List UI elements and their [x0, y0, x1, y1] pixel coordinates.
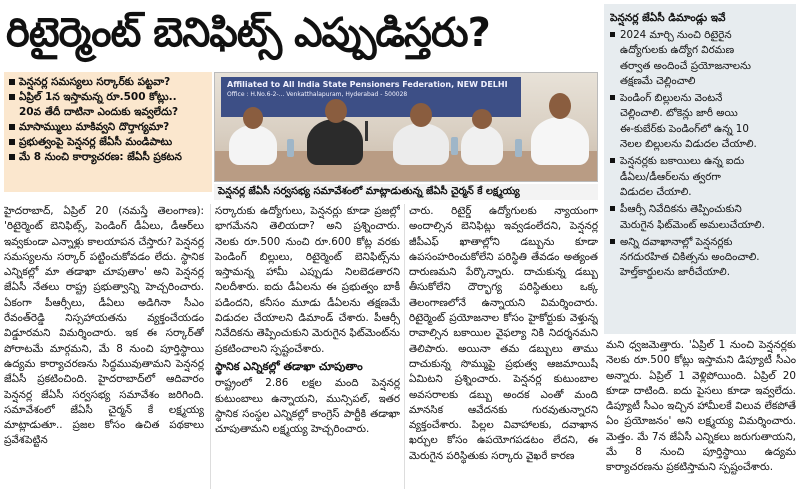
demand-line: ఉద్యోగులకు ఉద్యోగ విరమణ [620, 44, 735, 57]
demands-list [610, 28, 790, 281]
demand-line: అన్ని దవాఖానాల్లో పెన్షనర్లకు [620, 235, 733, 248]
demand-line: నెలల బిల్లులను విడుదల చేయాలి. [620, 138, 757, 151]
water-bottle [515, 139, 522, 157]
highlights-box [4, 72, 212, 192]
paragraph: చారు. రిటైర్డ్ ఉద్యోగులకు న్యాయంగా అందాల్సిన బెనిఫిట్లు ఇవ్వడంలేదని, పెన్షనర్ల జీపీఎఫ్ ఖాతాల్లోని డబ్బును కూడా ఉపసంహరించుకోలేని పరిస్థితి తేవడం అత్యంత దారుణమని పేర్కొన్నారు. దాచుకున్న డబ్బు తీసుకోలేని దౌర్భాగ్య పరిస్థితులు ఒక్క తెలంగాణలోనే ఉన్నాయని విమర్శించారు. రిటైర్మెంట్ ప్రయోజనాల కోసం హైకోర్టుకు వెళ్తున్న రావాల్సిన బకాయిల వైఫల్యా నికి నిదర్శనమని తెలిపారు. అయినా తమ డబ్బులు తాము దాచుకున్న సొమ్ముపై ప్రభుత్వ ఆజమాయిషీ ఏమిటని ప్రశ్నించారు. పెన్షనర్ల కుటుంబాల అవసరాలకు డబ్బు అందక ఎంతో మంది మానసిక ఆవేదనకు గురవుతున్నారని వ్యక్తంచేశారు. పిల్లల వివాహాలకు, దవాఖాన ఖర్చుల కోసం ఉపయోగపడటం లేదని, ఈ మెరుగైన పరిస్థితుకు సర్కారు వైఖరే కారణ [409, 205, 598, 462]
demand-line: పెన్షనర్లకు బకాయిలు ఉన్న ఐదు [620, 155, 745, 168]
demand-item [610, 28, 790, 89]
banner-subtext: Office : H.No.6-2-... Venkatthalapuram, Hyderabad - 500028 [227, 91, 408, 98]
article-body [4, 204, 598, 489]
person-head [243, 107, 263, 129]
demand-line: నగదురహిత చికిత్సను అందించాలి. [620, 251, 760, 264]
article-column-1 [4, 204, 204, 489]
demand-line: తర్వాత అందించే ప్రయోజనాలను [620, 59, 751, 72]
microphone [365, 121, 368, 141]
subheading: స్థానిక ఎన్నికల్లో తడాఖా చూపుతాం [215, 359, 363, 373]
demand-item [610, 235, 790, 281]
water-bottle [287, 139, 294, 157]
highlight-item: ఏప్రిల్ 1న ఇస్తామన్న రూ.500 కోట్లు.. [8, 90, 208, 105]
demand-item [610, 202, 790, 233]
paragraph: మని ధ్వజమెత్తారు. 'ఏప్రిల్ 1 నుంచి పెన్షనర్లకు నెలకు రూ.500 కోట్లు ఇస్తామని డిప్యూటీ సీఎం అన్నారు. ఏప్రిల్ 1 వెళ్లిపోయింది. ఏప్రిల్ 20 కూడా దాటింది. ఐదు పైసలు కూడా ఇవ్వలేదు. డిప్యూటీ సీఎం ఇచ్చిన హామీలకే విలువ లేకపోతే ఏం ప్రయోజనం' అని లక్ష్మయ్య విమర్శించారు. మెత్తం. మే 7న జేఏసీ ఎన్నికలు జరుగుతాయని, మే 8 నుంచి పూర్తిస్థాయి ఉద్యమ కార్యాచరణను ప్రకటిస్తామని స్పష్టంచేశారు. [606, 339, 796, 474]
headline: రిటైర్మెంట్ బెనిఫిట్స్ ఎప్పుడిస్తరు? [6, 10, 490, 56]
person [393, 123, 449, 165]
person-head [549, 93, 571, 119]
person [531, 117, 589, 165]
demand-line: తక్షణమే చెల్లించాలి [620, 74, 696, 87]
person-head [472, 109, 492, 129]
demand-item [610, 154, 790, 200]
demands-sidebar [604, 4, 796, 334]
person [229, 125, 277, 165]
banner-text: Affiliated to All India State Pensioners Federation, NEW DELHI [227, 80, 508, 89]
highlight-item: మాసామ్ములు మాకివ్వని దొర్తాగ్యమా? [8, 120, 208, 135]
highlight-item: 20వ తేదీ దాటినా ఎందుకు ఇవ్వలేదు? [19, 106, 179, 118]
article-column-2 [210, 204, 400, 489]
highlight-item: పెన్షనర్ల సమస్యలు సర్కార్‌కు పట్టవా? [8, 75, 208, 90]
article-continuation [606, 338, 796, 488]
sidebar-title: పెన్షనర్ల జేఏసీ డిమాండ్లు ఇవే [610, 12, 726, 24]
demand-line: చెల్లించాలి. టోకెన్లు జారీ అయి [620, 107, 738, 120]
water-bottle [451, 137, 458, 155]
person [307, 119, 363, 165]
paragraph: రాష్ట్రంలో 2.86 లక్షల మంది పెన్షనర్ల కుటుంబాలు ఉన్నాయని, మున్సిపల్, ఇతర స్థానిక సంస్థల ఎన్నికల్లో కాంగ్రెస్ పార్టీకి తడాఖా చూపుతామని లక్ష్మయ్య హెచ్చరించారు. [215, 377, 400, 436]
demand-item [610, 91, 790, 152]
demand-line: హెల్త్‌కార్డులను జారీచేయాలి. [620, 266, 730, 279]
demand-line: ఈ-కుబేర్‌కు పెండింగ్‌లో ఉన్న 10 [620, 122, 749, 135]
highlight-item: ప్రభుత్వంపై పెన్షనర్ల జేఏసీ మండిపాటు [8, 135, 208, 150]
person-head [325, 99, 347, 123]
demand-line: 2024 మార్చి నుంచి రిటైరైన [620, 29, 732, 41]
person [461, 125, 503, 165]
demand-line: డీఏలు/డీఆర్‌లను త్వరగా [620, 170, 721, 183]
demand-line: పెండింగ్ బిల్లులను వెంటనే [620, 92, 723, 105]
photo-caption: పెన్షనర్ల జేఏసీ సర్వసభ్య సమావేశంలో మాట్లాడుతున్న జేఏసీ చైర్మన్ కే లక్ష్మయ్య [214, 184, 598, 200]
highlight-item: మే 8 నుంచి కార్యాచరణ: జేఏసీ ప్రకటన [8, 150, 208, 165]
news-photo [214, 72, 598, 182]
demand-line: పీఆర్సీ నివేదికను తెప్పించుకుని [620, 203, 742, 216]
demand-line: విడుదల చేయాలి. [620, 185, 692, 198]
demand-line: మెరుగైన ఫిట్‌మెంట్ అమలుచేయాలి. [620, 218, 765, 231]
person-head [410, 103, 432, 127]
paragraph: సర్కారుకు ఉద్యోగులు, పెన్షనర్లు కూడా ప్రజల్లో భాగమేనని తెలియదా? అని ప్రశ్నించారు. నెలకు రూ.500 నుంచి రూ.600 కోట్ల వరకు పెండింగ్ బిల్లులు, రిటైర్మెంట్ బెనిఫిట్స్‌ను ఇస్తామన్న హామీ ఎప్పుడు నిలబెడతారని నిలదీశారు. ఐదు డీఏలను ఈ ప్రభుత్వం బాకీ పడిందని, కనీసం మూడు డీఏలను తక్షణమే విడుదల చేయాలని డిమాండ్ చేశారు. పీఆర్సీ నివేదికను తెప్పించుకుని మెరుగైన ఫిట్‌మెంట్‌ను ప్రకటించాలని స్పష్టంచేశారు. [215, 205, 400, 355]
paragraph: హైదరాబాద్, ఏప్రిల్ 20 (నమస్తే తెలంగాణ): 'రిటైర్మెంట్ బెనిఫిట్స్, పెండింగ్ డీఏలు, డీఆర్‌లు ఇవ్వకుండా ఎన్నాళ్లు కాలయాపన చేస్తారు? పెన్షనర్ల సమస్యలను సర్కార్ పట్టించుకోవడం లేదు. స్థానిక ఎన్నికల్లో మా తడాఖా చూపుతాం' అని పెన్షనర్ల జేఏసీ నేతలు రాష్ట్ర ప్రభుత్వాన్ని హెచ్చరించారు. ఏకంగా పీఆర్సీలు, డీఏలు అడిగినా సీఎం రేవంత్‌రెడ్డి నిస్సహాయతను వ్యక్తంచేయడం విడ్డూరమని విమర్శించారు. ఇక ఈ సర్కార్‌తో పోరాటమే మార్గమని, మే 8 నుంచి పూర్తిస్థాయి ఉద్యమ కార్యాచరణను సిద్ధమువుతామని పెన్షనర్ల జేఏసీ ప్రకటించింది. హైదరాబాద్‌లో ఆదివారం పెన్షనర్ల జేఏసీ సర్వసభ్య సమావేశం జరిగింది. సమావేశంలో జేఏసీ చైర్మన్ కే లక్ష్మయ్య మాట్లాడుతూ.. ప్రజల కోసం ఉచిత పథకాలు ప్రవేశపెట్టిన [4, 205, 204, 447]
article-column-3 [404, 204, 598, 489]
